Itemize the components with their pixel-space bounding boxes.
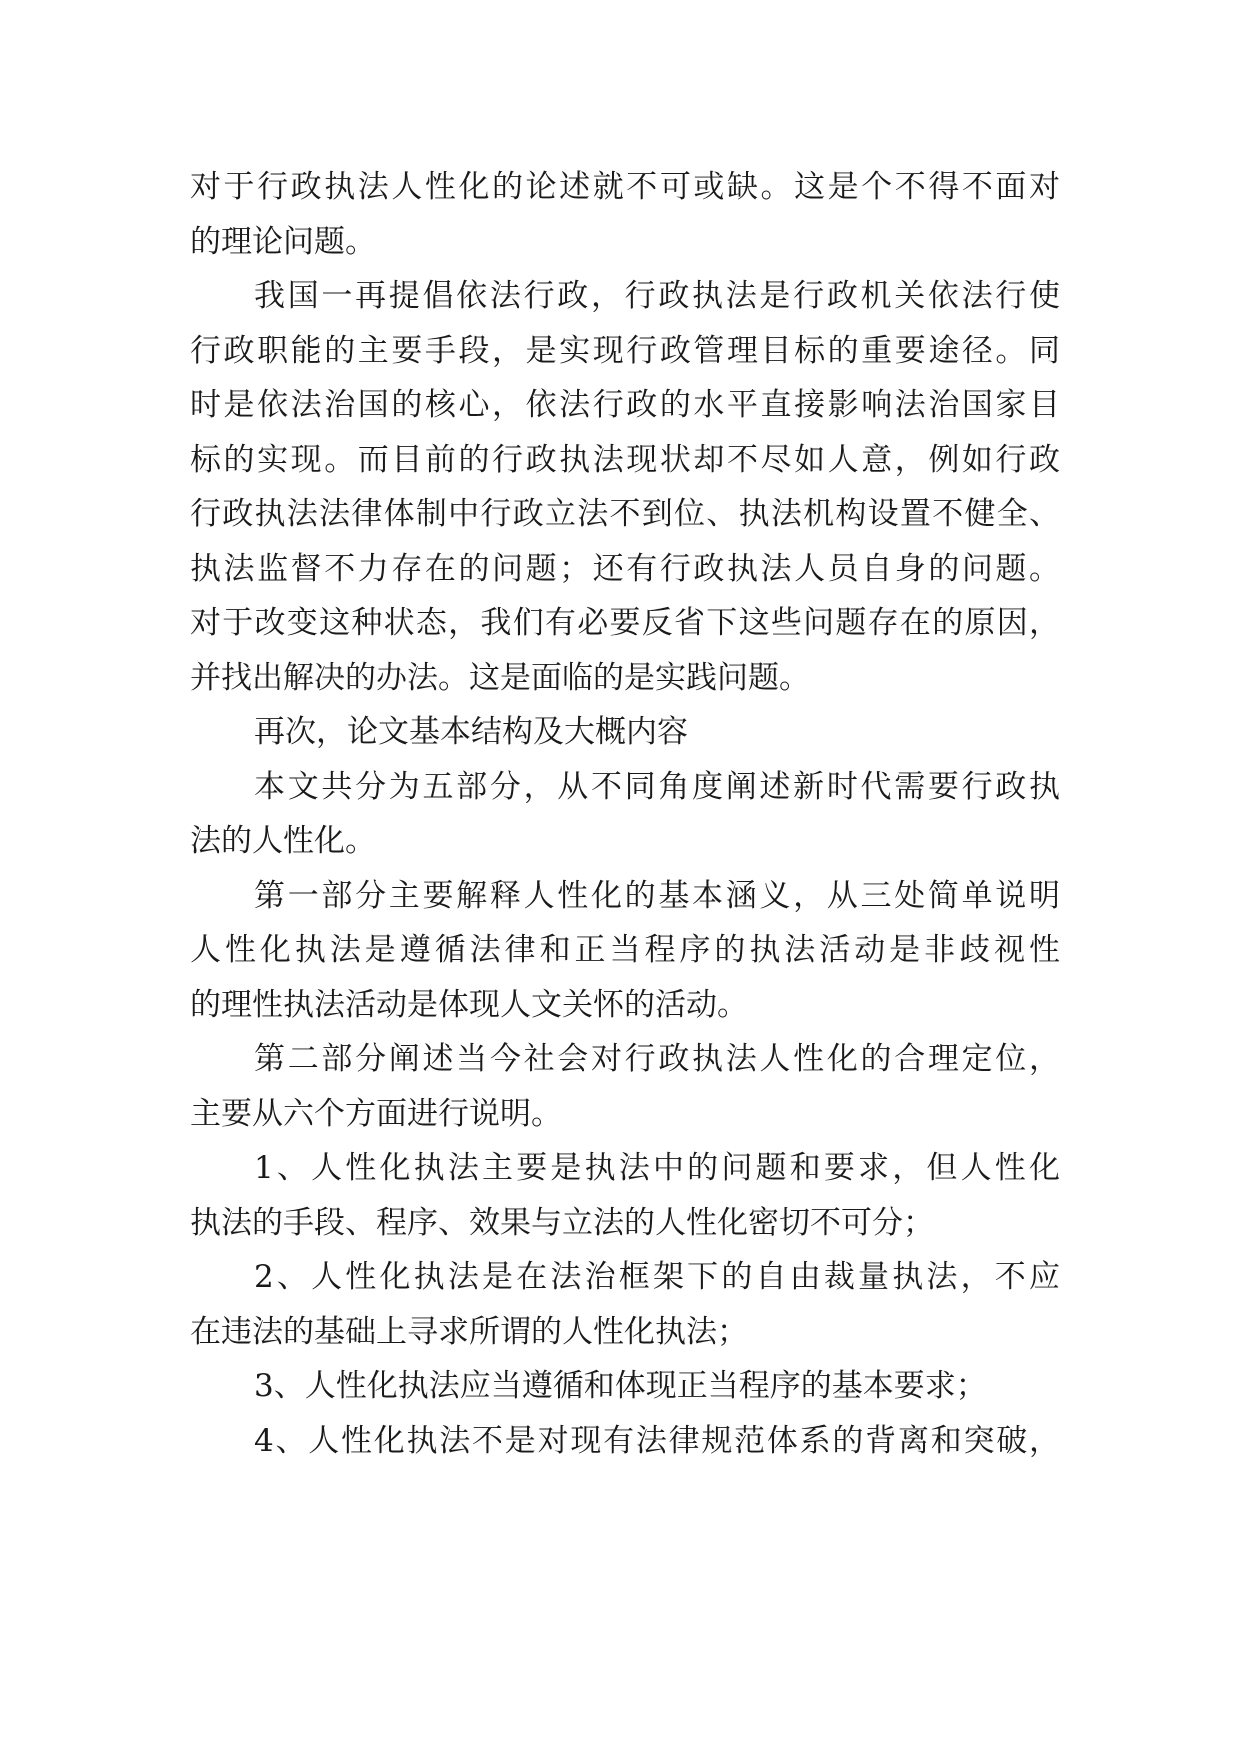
body-text <box>190 160 1060 1468</box>
text-line: 对于行政执法人性化的论述就不可或缺。这是个不得不面对 <box>190 169 1060 205</box>
text-line: 的理论问题。 <box>190 223 376 260</box>
list-item-3: 3、人性化执法应当遵循和体现正当程序的基本要求； <box>254 1368 987 1404</box>
text-line: 本文共分为五部分，从不同角度阐述新时代需要行政执 <box>254 768 1060 805</box>
text-line: 第一部分主要解释人性化的基本涵义，从三处简单说明 <box>254 877 1060 914</box>
list-item-4: 4、人性化执法不是对现有法律规范体系的背离和突破， <box>254 1422 1060 1459</box>
text-line: 我国一再提倡依法行政，行政执法是行政机关依法行使 <box>254 278 1060 314</box>
text-line: 的理性执法活动是体现人文关怀的活动。 <box>190 986 748 1023</box>
list-item-1: 1、人性化执法主要是执法中的问题和要求，但人性化 <box>254 1150 1060 1186</box>
text-line: 标的实现。而目前的行政执法现状却不尽如人意，例如行政 <box>190 441 1060 478</box>
text-line: 在违法的基础上寻求所谓的人性化执法； <box>190 1313 748 1350</box>
text-line: 人性化执法是遵循法律和正当程序的执法活动是非歧视性 <box>190 932 1060 968</box>
text-line: 主要从六个方面进行说明。 <box>190 1095 562 1132</box>
text-line: 时是依法治国的核心，依法行政的水平直接影响法治国家目 <box>190 387 1060 423</box>
text-line: 法的人性化。 <box>190 823 376 859</box>
text-line: 执法监督不力存在的问题；还有行政执法人员自身的问题。 <box>190 550 1060 587</box>
text-line: 并找出解决的办法。这是面临的是实践问题。 <box>190 659 810 696</box>
text-line: 行政职能的主要手段，是实现行政管理目标的重要途径。同 <box>190 332 1060 369</box>
section-heading: 再次，论文基本结构及大概内容 <box>254 714 688 750</box>
text-line: 行政执法法律体制中行政立法不到位、执法机构设置不健全、 <box>190 496 1060 532</box>
text-line: 对于改变这种状态，我们有必要反省下这些问题存在的原因， <box>190 605 1060 641</box>
text-line: 执法的手段、程序、效果与立法的人性化密切不可分； <box>190 1204 934 1241</box>
list-item-2: 2、人性化执法是在法治框架下的自由裁量执法，不应 <box>254 1259 1060 1295</box>
text-line: 第二部分阐述当今社会对行政执法人性化的合理定位， <box>254 1041 1060 1077</box>
